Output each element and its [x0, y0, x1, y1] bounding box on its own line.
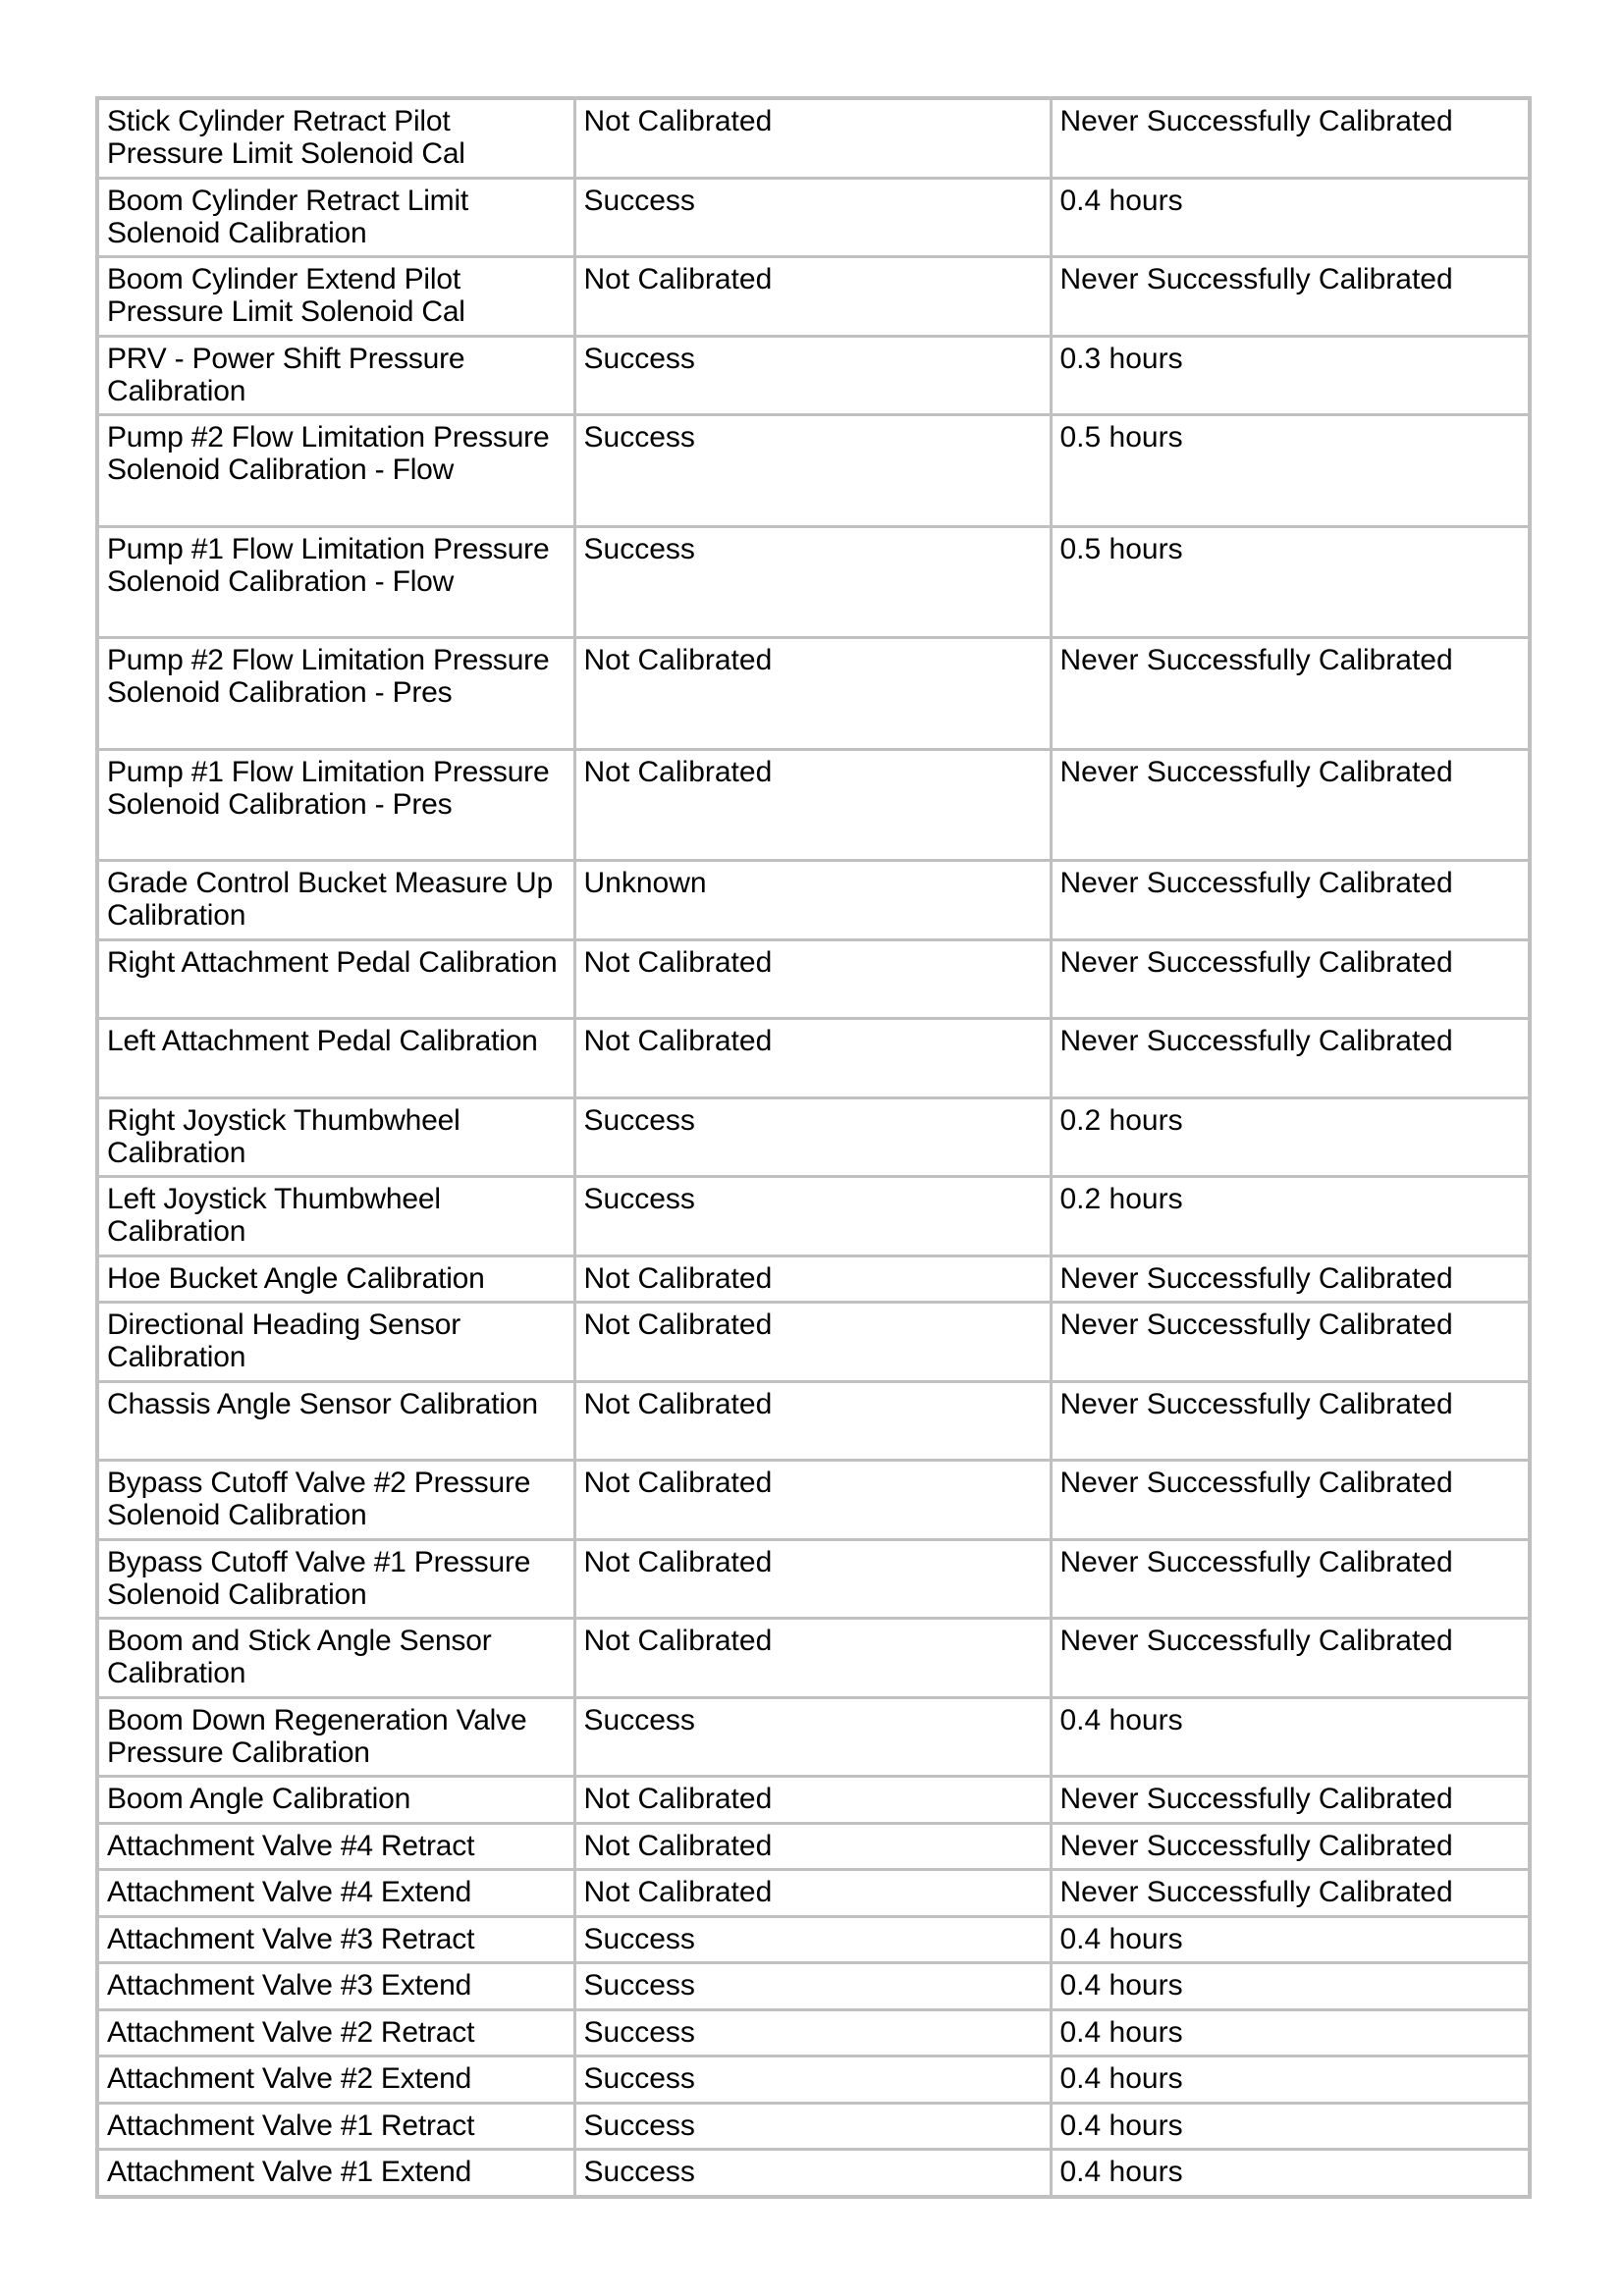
calibration-name-cell: PRV - Power Shift Pressure Calibration: [97, 336, 574, 415]
last-calibrated-cell: 0.4 hours: [1051, 1916, 1530, 1963]
last-calibrated-cell: Never Successfully Calibrated: [1051, 1019, 1530, 1098]
status-cell: Not Calibrated: [574, 1539, 1051, 1619]
table-row: [97, 1619, 1530, 1698]
status-cell: Success: [574, 178, 1051, 257]
calibration-name-cell: Attachment Valve #4 Extend: [97, 1870, 574, 1917]
last-calibrated-cell: Never Successfully Calibrated: [1051, 1539, 1530, 1619]
status-cell: Success: [574, 1963, 1051, 2010]
status-cell: Not Calibrated: [574, 257, 1051, 337]
status-cell: Not Calibrated: [574, 98, 1051, 178]
calibration-name-cell: Stick Cylinder Retract Pilot Pressure Limit Solenoid Cal: [97, 98, 574, 178]
last-calibrated-cell: Never Successfully Calibrated: [1051, 1303, 1530, 1382]
status-cell: Not Calibrated: [574, 1823, 1051, 1870]
calibration-name-cell: Attachment Valve #2 Retract: [97, 2009, 574, 2056]
last-calibrated-cell: 0.5 hours: [1051, 415, 1530, 527]
last-calibrated-cell: Never Successfully Calibrated: [1051, 1823, 1530, 1870]
calibration-name-cell: Right Attachment Pedal Calibration: [97, 939, 574, 1019]
status-cell: Not Calibrated: [574, 1870, 1051, 1917]
last-calibrated-cell: 0.4 hours: [1051, 1697, 1530, 1777]
table-row: [97, 257, 1530, 337]
status-cell: Success: [574, 336, 1051, 415]
table-row: [97, 2150, 1530, 2197]
calibration-name-cell: Pump #1 Flow Limitation Pressure Solenoid Calibration - Flow: [97, 526, 574, 638]
status-cell: Success: [574, 2056, 1051, 2104]
status-cell: Success: [574, 1916, 1051, 1963]
table-row: [97, 526, 1530, 638]
calibration-name-cell: Pump #1 Flow Limitation Pressure Solenoid Calibration - Pres: [97, 749, 574, 861]
last-calibrated-cell: 0.4 hours: [1051, 2009, 1530, 2056]
calibration-name-cell: Right Joystick Thumbwheel Calibration: [97, 1097, 574, 1177]
calibration-name-cell: Attachment Valve #4 Retract: [97, 1823, 574, 1870]
status-cell: Not Calibrated: [574, 939, 1051, 1019]
last-calibrated-cell: Never Successfully Calibrated: [1051, 257, 1530, 337]
status-cell: Success: [574, 526, 1051, 638]
last-calibrated-cell: Never Successfully Calibrated: [1051, 861, 1530, 940]
table-row: [97, 1916, 1530, 1963]
calibration-name-cell: Left Joystick Thumbwheel Calibration: [97, 1177, 574, 1256]
calibration-status-table: [95, 96, 1532, 2199]
calibration-name-cell: Attachment Valve #1 Retract: [97, 2103, 574, 2150]
table-row: [97, 2103, 1530, 2150]
status-cell: Not Calibrated: [574, 1777, 1051, 1824]
table-row: [97, 1963, 1530, 2010]
last-calibrated-cell: Never Successfully Calibrated: [1051, 1777, 1530, 1824]
status-cell: Not Calibrated: [574, 1381, 1051, 1461]
status-cell: Not Calibrated: [574, 1619, 1051, 1698]
status-cell: Not Calibrated: [574, 749, 1051, 861]
table-row: [97, 1777, 1530, 1824]
table-row: [97, 1177, 1530, 1256]
table-row: [97, 178, 1530, 257]
last-calibrated-cell: 0.5 hours: [1051, 526, 1530, 638]
table-row: [97, 861, 1530, 940]
calibration-name-cell: Bypass Cutoff Valve #1 Pressure Solenoid Calibration: [97, 1539, 574, 1619]
status-cell: Not Calibrated: [574, 1303, 1051, 1382]
table-row: [97, 1303, 1530, 1382]
calibration-name-cell: Grade Control Bucket Measure Up Calibration: [97, 861, 574, 940]
last-calibrated-cell: Never Successfully Calibrated: [1051, 638, 1530, 750]
last-calibrated-cell: Never Successfully Calibrated: [1051, 1870, 1530, 1917]
table-row: [97, 1381, 1530, 1461]
calibration-name-cell: Boom and Stick Angle Sensor Calibration: [97, 1619, 574, 1698]
last-calibrated-cell: Never Successfully Calibrated: [1051, 98, 1530, 178]
table-row: [97, 1697, 1530, 1777]
table-row: [97, 638, 1530, 750]
status-cell: Not Calibrated: [574, 1461, 1051, 1540]
table-row: [97, 1870, 1530, 1917]
calibration-name-cell: Boom Angle Calibration: [97, 1777, 574, 1824]
status-cell: Success: [574, 415, 1051, 527]
table-row: [97, 1539, 1530, 1619]
last-calibrated-cell: Never Successfully Calibrated: [1051, 749, 1530, 861]
table-row: [97, 939, 1530, 1019]
last-calibrated-cell: 0.4 hours: [1051, 2056, 1530, 2104]
last-calibrated-cell: Never Successfully Calibrated: [1051, 1381, 1530, 1461]
calibration-name-cell: Directional Heading Sensor Calibration: [97, 1303, 574, 1382]
last-calibrated-cell: Never Successfully Calibrated: [1051, 1619, 1530, 1698]
last-calibrated-cell: 0.4 hours: [1051, 2150, 1530, 2197]
calibration-name-cell: Hoe Bucket Angle Calibration: [97, 1255, 574, 1303]
last-calibrated-cell: Never Successfully Calibrated: [1051, 939, 1530, 1019]
calibration-name-cell: Attachment Valve #3 Retract: [97, 1916, 574, 1963]
calibration-name-cell: Bypass Cutoff Valve #2 Pressure Solenoid Calibration: [97, 1461, 574, 1540]
status-cell: Success: [574, 1697, 1051, 1777]
status-cell: Success: [574, 2103, 1051, 2150]
last-calibrated-cell: 0.2 hours: [1051, 1097, 1530, 1177]
last-calibrated-cell: 0.4 hours: [1051, 1963, 1530, 2010]
table-row: [97, 336, 1530, 415]
calibration-name-cell: Boom Down Regeneration Valve Pressure Calibration: [97, 1697, 574, 1777]
table-row: [97, 1019, 1530, 1098]
calibration-name-cell: Boom Cylinder Retract Limit Solenoid Calibration: [97, 178, 574, 257]
status-cell: Success: [574, 1097, 1051, 1177]
status-cell: Not Calibrated: [574, 638, 1051, 750]
table-row: [97, 1823, 1530, 1870]
table-row: [97, 415, 1530, 527]
status-cell: Success: [574, 1177, 1051, 1256]
calibration-name-cell: Chassis Angle Sensor Calibration: [97, 1381, 574, 1461]
calibration-name-cell: Pump #2 Flow Limitation Pressure Solenoid Calibration - Pres: [97, 638, 574, 750]
status-cell: Not Calibrated: [574, 1255, 1051, 1303]
table-row: [97, 98, 1530, 178]
status-cell: Unknown: [574, 861, 1051, 940]
calibration-name-cell: Pump #2 Flow Limitation Pressure Solenoid Calibration - Flow: [97, 415, 574, 527]
table-row: [97, 1255, 1530, 1303]
table-row: [97, 2009, 1530, 2056]
calibration-name-cell: Attachment Valve #1 Extend: [97, 2150, 574, 2197]
status-cell: Not Calibrated: [574, 1019, 1051, 1098]
last-calibrated-cell: 0.4 hours: [1051, 2103, 1530, 2150]
status-cell: Success: [574, 2009, 1051, 2056]
last-calibrated-cell: 0.2 hours: [1051, 1177, 1530, 1256]
last-calibrated-cell: Never Successfully Calibrated: [1051, 1255, 1530, 1303]
calibration-name-cell: Left Attachment Pedal Calibration: [97, 1019, 574, 1098]
table-row: [97, 2056, 1530, 2104]
table-row: [97, 1461, 1530, 1540]
last-calibrated-cell: 0.4 hours: [1051, 178, 1530, 257]
table-row: [97, 749, 1530, 861]
status-cell: Success: [574, 2150, 1051, 2197]
calibration-name-cell: Boom Cylinder Extend Pilot Pressure Limit Solenoid Cal: [97, 257, 574, 337]
last-calibrated-cell: Never Successfully Calibrated: [1051, 1461, 1530, 1540]
table-row: [97, 1097, 1530, 1177]
calibration-table-body: [97, 98, 1530, 2197]
calibration-name-cell: Attachment Valve #3 Extend: [97, 1963, 574, 2010]
calibration-name-cell: Attachment Valve #2 Extend: [97, 2056, 574, 2104]
last-calibrated-cell: 0.3 hours: [1051, 336, 1530, 415]
